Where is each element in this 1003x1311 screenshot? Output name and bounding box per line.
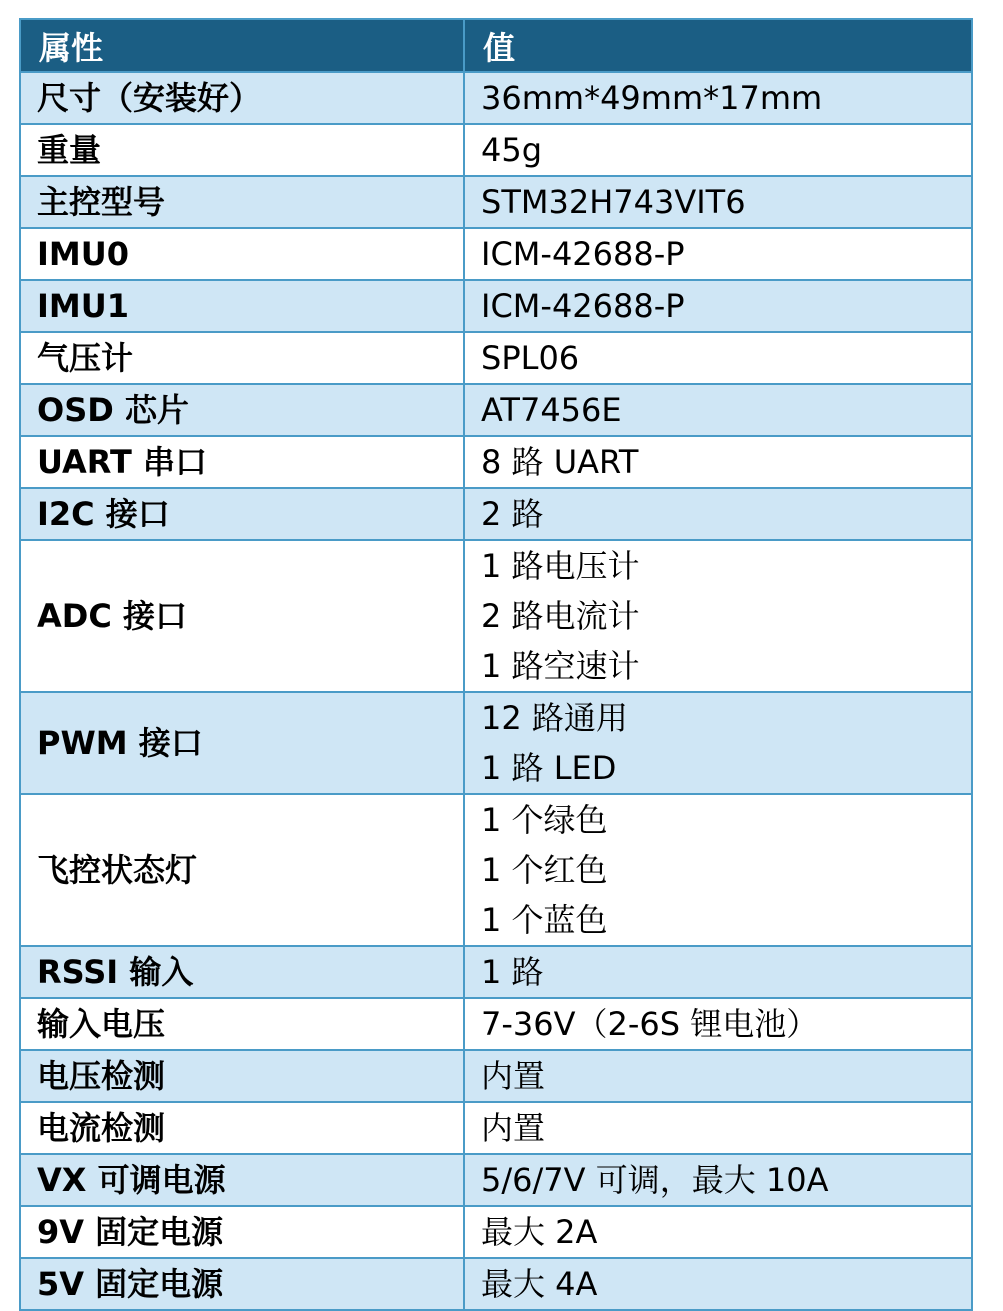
value-cell (464, 1154, 972, 1206)
value-line: 8 路 UART (481, 443, 639, 481)
value-cell (464, 946, 972, 998)
value-cell (464, 1258, 972, 1310)
value-line: 2 路电流计 (481, 597, 640, 635)
value-cell (464, 228, 972, 280)
value-cell (464, 540, 972, 692)
property-cell: 电流检测 (20, 1102, 464, 1154)
value-cell (464, 280, 972, 332)
property-cell: 5V 固定电源 (20, 1258, 464, 1310)
property-cell: 电压检测 (20, 1050, 464, 1102)
value-cell (464, 436, 972, 488)
value-line: SPL06 (481, 339, 580, 377)
value-line: 内置 (481, 1109, 546, 1147)
value-line: 1 路电压计 (481, 547, 640, 585)
property-cell: I2C 接口 (20, 488, 464, 540)
property-cell: 气压计 (20, 332, 464, 384)
value-cell (464, 488, 972, 540)
value-cell (464, 72, 972, 124)
property-cell: PWM 接口 (20, 692, 464, 794)
value-line: 1 个蓝色 (481, 901, 608, 939)
value-line: 最大 2A (481, 1213, 598, 1251)
table-row (20, 998, 972, 1050)
value-line: 1 个红色 (481, 851, 608, 889)
table-row (20, 1154, 972, 1206)
value-cell (464, 124, 972, 176)
value-line: ICM-42688-P (481, 287, 685, 325)
value-line: 45g (481, 131, 543, 169)
property-cell: ADC 接口 (20, 540, 464, 692)
value-cell (464, 1050, 972, 1102)
table-row (20, 124, 972, 176)
table-row (20, 946, 972, 998)
property-cell: IMU0 (20, 228, 464, 280)
property-cell: 主控型号 (20, 176, 464, 228)
table-row (20, 228, 972, 280)
value-line: 最大 4A (481, 1265, 598, 1303)
property-cell: 输入电压 (20, 998, 464, 1050)
header-value: 值 (464, 19, 972, 72)
value-cell (464, 998, 972, 1050)
value-line: 7-36V（2-6S 锂电池） (481, 1005, 819, 1043)
value-line: 12 路通用 (481, 699, 628, 737)
value-line: 2 路 (481, 495, 544, 533)
value-line: 1 路 (481, 953, 544, 991)
table-row (20, 72, 972, 124)
table-row (20, 1258, 972, 1310)
property-cell: VX 可调电源 (20, 1154, 464, 1206)
table-row (20, 1050, 972, 1102)
property-cell: IMU1 (20, 280, 464, 332)
value-cell (464, 692, 972, 794)
table-row (20, 540, 972, 692)
value-cell (464, 1206, 972, 1258)
property-cell: 飞控状态灯 (20, 794, 464, 946)
property-cell: 尺寸（安装好） (20, 72, 464, 124)
value-line: 5/6/7V 可调，最大 10A (481, 1161, 829, 1199)
table-row (20, 280, 972, 332)
value-cell (464, 1102, 972, 1154)
value-line: 1 个绿色 (481, 801, 608, 839)
property-cell: OSD 芯片 (20, 384, 464, 436)
table-header-row (20, 19, 972, 72)
value-line: 内置 (481, 1057, 546, 1095)
table-row (20, 1206, 972, 1258)
table-row (20, 1102, 972, 1154)
table-row (20, 488, 972, 540)
table-row (20, 332, 972, 384)
value-line: STM32H743VIT6 (481, 183, 746, 221)
property-cell: RSSI 输入 (20, 946, 464, 998)
value-cell (464, 176, 972, 228)
spec-table (19, 18, 973, 1311)
value-cell (464, 384, 972, 436)
value-line: 1 路空速计 (481, 647, 640, 685)
table-row (20, 692, 972, 794)
value-line: 36mm*49mm*17mm (481, 79, 823, 117)
table-row (20, 436, 972, 488)
property-cell: 重量 (20, 124, 464, 176)
property-cell: UART 串口 (20, 436, 464, 488)
table-body (20, 72, 972, 1310)
table-row (20, 794, 972, 946)
value-cell (464, 794, 972, 946)
table-row (20, 384, 972, 436)
value-cell (464, 332, 972, 384)
value-line: 1 路 LED (481, 749, 617, 787)
value-line: ICM-42688-P (481, 235, 685, 273)
property-cell: 9V 固定电源 (20, 1206, 464, 1258)
table-row (20, 176, 972, 228)
header-property: 属性 (20, 19, 464, 72)
value-line: AT7456E (481, 391, 622, 429)
